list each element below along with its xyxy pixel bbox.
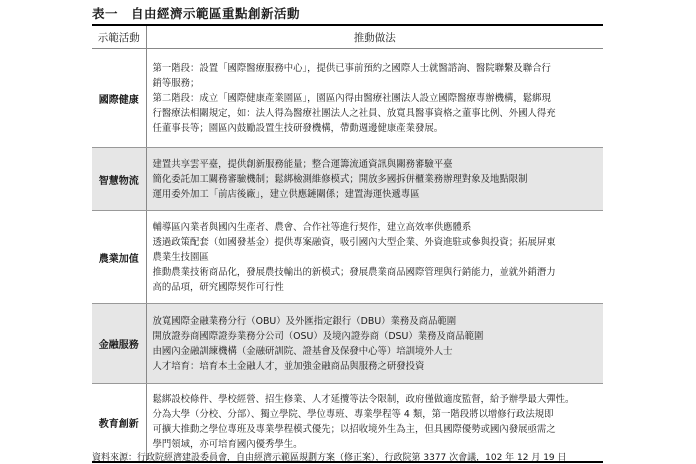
approach-line: 高的品項，研究國際契作可行性 bbox=[152, 281, 284, 293]
table-title: 表一 自由經濟示範區重點創新活動 bbox=[92, 6, 301, 21]
approach-cell bbox=[146, 211, 603, 304]
approach-line: 第二階段：成立「國際健康產業園區」，園區內得由醫療社團法人設立國際醫療專辦機構，鬆綁現 bbox=[152, 92, 551, 104]
approach-line: 推動農業技術商品化，發展農技輸出的新模式；發展農業商品國際管理與行銷能力，並就外銷潛力 bbox=[152, 266, 556, 278]
approach-line: 銷等服務； bbox=[152, 77, 200, 89]
row-international-health bbox=[92, 49, 603, 148]
category-label: 金融服務 bbox=[92, 304, 146, 384]
approach-cell bbox=[146, 304, 603, 384]
approach-line: 鬆綁設校條件、學校經營、招生修業、人才延攬等法令限制，政府僅做適度監督，給予辦學最大彈性。 bbox=[152, 394, 575, 406]
category-label: 農業加值 bbox=[92, 211, 146, 304]
source-note: 資料來源：行政院經濟建設委員會，自由經濟示範區規劃方案（修正案），行政院第 3377 次會議，102 年 12 月 19 日 bbox=[92, 453, 567, 463]
approach-line: 放寬國際金融業務分行（OBU）及外匯指定銀行（DBU）業務及商品範圍 bbox=[152, 315, 457, 327]
row-financial-services bbox=[92, 304, 603, 384]
approach-cell bbox=[146, 148, 603, 211]
approach-line: 輔導區內業者與國內生產者、農會、合作社等進行契作，建立高效率供應體系 bbox=[152, 221, 472, 233]
category-label: 教育創新 bbox=[92, 384, 146, 462]
approach-line: 運用委外加工「前店後廠」，建立供應鏈關係；建置海運快遞專區 bbox=[152, 188, 420, 200]
activities-table bbox=[92, 24, 603, 463]
approach-line: 可擴大推動之學位專班及專業學程模式優先；以招收境外生為主，但具國際優勢或國內發展亟需之 bbox=[152, 424, 556, 436]
approach-line: 行醫療法相關規定，如：法人得為醫療社團法人之社員、放寬具醫事資格之董事比例、外國人得充 bbox=[152, 107, 556, 119]
approach-line: 分為大學（分校、分部）、獨立學院、學位專班、專業學程等 4 類，第一階段將以增修行政法規即 bbox=[152, 409, 554, 421]
approach-line: 由國內金融訓練機構（金融研訓院、證基會及保發中心等）培訓境外人士 bbox=[152, 345, 453, 357]
approach-line: 學門領域，亦可培育國內優秀學生。 bbox=[152, 439, 303, 451]
table-header-row bbox=[92, 25, 603, 49]
approach-line: 任董事長等；園區內鼓勵設置生技研發機構，帶動週邊健康產業發展。 bbox=[152, 122, 444, 134]
approach-line: 人才培育：培育本土金融人才，並加強金融商品與服務之研發投資 bbox=[152, 360, 425, 372]
approach-line: 第一階段：設置「國際醫療服務中心」，提供已事前預約之國際人士就醫諮詢、醫院聯繫及聯合行 bbox=[152, 62, 551, 74]
approach-line: 簡化委託加工關務審驗機制；鬆綁檢測維修模式；開放多國拆併櫃業務辦理對象及地點限制 bbox=[152, 173, 528, 185]
row-agriculture-value bbox=[92, 211, 603, 304]
approach-line: 透過政策配套（如國發基金）提供專案融資，吸引國內大型企業、外資進駐或參與投資；拓展屏東 bbox=[152, 236, 556, 248]
row-smart-logistics bbox=[92, 148, 603, 211]
category-label: 國際健康 bbox=[92, 49, 146, 148]
approach-line: 建置共享雲平臺，提供創新服務能量；整合運籌流通資訊與關務審驗平臺 bbox=[152, 158, 453, 170]
header-activity: 示範活動 bbox=[92, 25, 146, 49]
approach-line: 開放證券商國際證券業務分公司（OSU）及境內證券商（DSU）業務及商品範圍 bbox=[152, 330, 484, 342]
category-label: 智慧物流 bbox=[92, 148, 146, 211]
approach-cell bbox=[146, 49, 603, 148]
approach-line: 農業生技園區 bbox=[152, 251, 209, 263]
header-approach: 推動做法 bbox=[146, 25, 603, 49]
